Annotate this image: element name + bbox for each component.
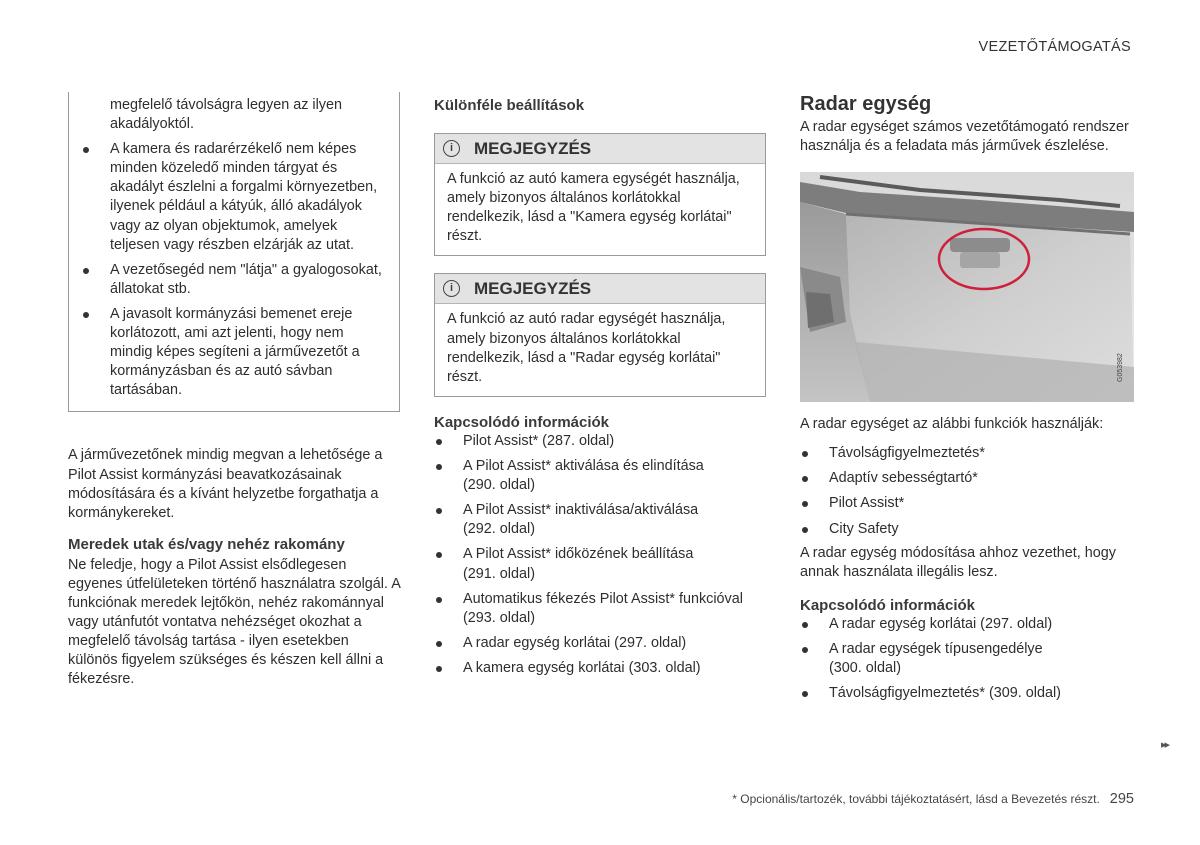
footnote: * Opcionális/tartozék, további tájékoztatásért, lásd a Bevezetés részt. (732, 792, 1100, 806)
paragraph: A radar egység módosítása ahhoz vezethet, hogy annak használata illegális lesz. (800, 544, 1116, 580)
link-text: Automatikus fékezés Pilot Assist* funkcióval (463, 590, 743, 607)
link-text: A radar egységek típusengedélye (829, 641, 1043, 658)
note-box (434, 273, 766, 396)
note-box (434, 133, 766, 256)
related-link[interactable] (800, 640, 1134, 678)
column-2 (434, 92, 766, 684)
related-links-list (434, 432, 766, 678)
running-header: VEZETŐTÁMOGATÁS (978, 39, 1131, 55)
link-text: A kamera egység korlátai (303. oldal) (463, 659, 701, 676)
paragraph: A radar egységet az alábbi funkciók használják: (800, 416, 1104, 433)
section-heading: Különféle beállítások (434, 97, 585, 114)
related-link[interactable] (434, 590, 766, 628)
info-icon: i (443, 280, 460, 297)
list-item: Pilot Assist* (800, 494, 1134, 513)
list-item: A kamera és radarérzékelő nem képes minden közeledő minden tárgyat és akadályt észlelni a forgalmi környezetben, ilyenek például a kátyúk, álló akadályok vagy az olyan objektumok, amelyek teljesen vagy részben elzárják az utat. (81, 140, 385, 255)
related-link[interactable] (434, 545, 766, 583)
link-text: A radar egység korlátai (297. oldal) (829, 615, 1053, 632)
related-heading: Kapcsolódó információk (800, 596, 976, 614)
warning-box-continued (68, 92, 400, 412)
box-bullet-list (81, 140, 385, 400)
link-page: (293. oldal) (463, 609, 535, 626)
related-link[interactable] (434, 457, 766, 495)
functions-list (800, 444, 1134, 538)
related-link[interactable] (434, 634, 766, 653)
list-item: Távolságfigyelmeztetés* (800, 444, 1134, 463)
paragraph: Ne feledje, hogy a Pilot Assist elsődlegesen egyenes útfelületeken történő használatra szolgál. A funkciónak meredek lejtőkön, nehéz rakománnyal vagy utánfutót vontatva nehézséget okozhat a megfelelő távolság tartása - ilyen esetekben különös figyelem szükséges és készen kell állni a fékezésre. (68, 556, 401, 688)
link-text: Pilot Assist* (287. oldal) (463, 432, 615, 449)
column-3 (800, 92, 1134, 709)
radar-unit-illustration (800, 172, 1134, 402)
note-title: MEGJEGYZÉS (474, 279, 592, 299)
section-heading: Meredek utak és/vagy nehéz rakomány (68, 535, 345, 553)
related-link[interactable] (434, 659, 766, 678)
section-title: Radar egység (800, 93, 932, 115)
link-page: (292. oldal) (463, 521, 535, 538)
related-link[interactable] (434, 432, 766, 451)
link-text: A Pilot Assist* inaktiválása/aktiválása (463, 502, 699, 519)
paragraph: A radar egységet számos vezetőtámogató rendszer használja és a feladata más járművek észlelése. (800, 119, 1129, 155)
related-links-list (800, 615, 1134, 703)
related-link[interactable] (434, 501, 766, 539)
page-number: 295 (1109, 791, 1134, 807)
list-item: Adaptív sebességtartó* (800, 469, 1134, 488)
page-footer (732, 791, 1134, 807)
link-page: (290. oldal) (463, 477, 535, 494)
list-item: City Safety (800, 520, 1134, 539)
link-text: A Pilot Assist* aktiválása és elindítása (463, 458, 704, 475)
related-link[interactable] (800, 684, 1134, 703)
link-text: A radar egység korlátai (297. oldal) (463, 634, 687, 651)
link-text: A Pilot Assist* időközének beállítása (463, 546, 694, 563)
note-text: A funkció az autó radar egységét használja, amely bizonyos általános korlátokkal rendelkezik, lásd a "Radar egység korlátai" részt. (447, 311, 726, 385)
note-header (435, 134, 765, 164)
link-page: (300. oldal) (829, 660, 901, 677)
column-1 (68, 92, 400, 690)
link-text: Távolságfigyelmeztetés* (309. oldal) (829, 685, 1061, 702)
link-page: (291. oldal) (463, 565, 535, 582)
image-code: G053982 (1117, 353, 1124, 383)
note-title: MEGJEGYZÉS (474, 139, 592, 159)
paragraph: A járművezetőnek mindig megvan a lehetősége a Pilot Assist kormányzási beavatkozásainak módosítására és a kívánt helyzetbe forgathatja a kormánykereket. (68, 447, 383, 521)
list-item: A javasolt kormányzási bemenet ereje korlátozott, ami azt jelenti, hogy nem mindig képes segíteni a járművezetőt a kormányzásban és az autó sávban tartásában. (81, 305, 385, 400)
list-item: A vezetősegéd nem "látja" a gyalogosokat, állatokat stb. (81, 261, 385, 299)
note-text: A funkció az autó kamera egységét használja, amely bizonyos általános korlátokkal rendelkezik, lásd a "Kamera egység korlátai" részt. (447, 171, 740, 245)
box-intro-text: megfelelő távolságra legyen az ilyen akadályoktól. (110, 97, 342, 133)
next-page-arrow-icon: ▸▸ (1160, 739, 1168, 751)
car-windshield-image (800, 172, 1134, 402)
info-icon: i (443, 140, 460, 157)
related-link[interactable] (800, 615, 1134, 634)
related-heading: Kapcsolódó információk (434, 413, 610, 431)
note-header (435, 274, 765, 304)
